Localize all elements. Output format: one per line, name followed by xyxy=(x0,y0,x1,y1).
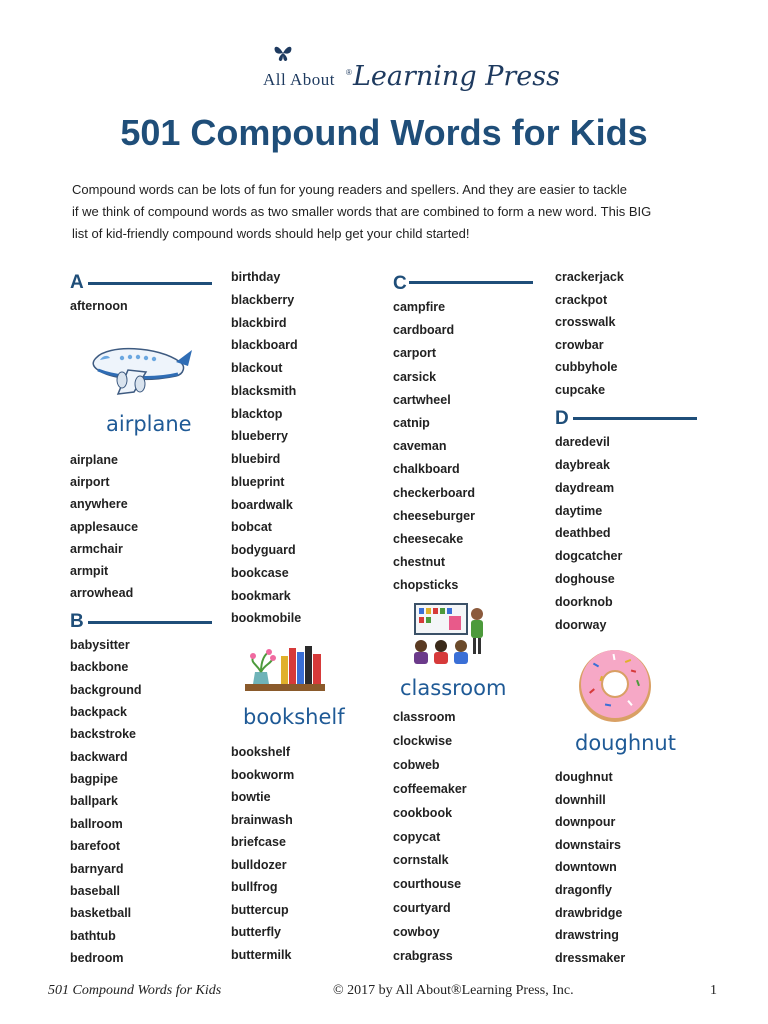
word-list-item: cubbyhole xyxy=(555,360,618,375)
word-list-item: cardboard xyxy=(393,323,455,338)
word-list-item: doorknob xyxy=(555,594,613,609)
word-list-item: basketball xyxy=(70,906,132,921)
word-list-item: bullfrog xyxy=(231,880,278,895)
doughnut-caption: doughnut xyxy=(575,731,676,755)
word-list-item: armpit xyxy=(70,564,109,578)
word-list-item: babysitter xyxy=(70,638,130,652)
word-list-item: ballroom xyxy=(70,816,123,831)
word-list-item: blueberry xyxy=(231,429,288,444)
section-rule xyxy=(573,417,697,420)
word-list-item: barefoot xyxy=(70,839,120,854)
section-rule xyxy=(409,281,533,284)
word-list-item: dressmaker xyxy=(555,950,626,965)
word-list-item: doghouse xyxy=(555,572,615,587)
word-list-item: copycat xyxy=(393,829,441,844)
word-list-item: drawstring xyxy=(555,928,619,943)
word-list-item: barnyard xyxy=(70,861,124,876)
word-list-item: bowtie xyxy=(231,790,271,805)
word-list-item: cheesecake xyxy=(393,532,464,546)
word-list-item: buttermilk xyxy=(231,947,292,962)
word-list-item: background xyxy=(70,682,142,697)
word-list-item: bulldozer xyxy=(231,857,287,872)
word-list-item: crabgrass xyxy=(393,949,453,963)
word-list-item: carsick xyxy=(393,369,437,384)
word-list-item: anywhere xyxy=(70,497,128,512)
word-list-item: backstroke xyxy=(70,727,137,742)
word-list-item: campfire xyxy=(393,300,446,314)
word-list-item: classroom xyxy=(393,710,456,724)
word-list-item: downpour xyxy=(555,815,616,830)
word-list-item: cobweb xyxy=(393,757,440,772)
word-list-item: bedroom xyxy=(70,950,124,965)
section-letter-d: D xyxy=(555,408,569,429)
word-list-item: downhill xyxy=(555,792,606,807)
word-list-item: bookworm xyxy=(231,767,295,782)
word-list-item: bookmark xyxy=(231,588,291,603)
word-list-item: blacktop xyxy=(231,406,283,421)
word-list-item: buttercup xyxy=(231,902,289,917)
word-list-item: applesauce xyxy=(70,519,139,534)
intro-line: if we think of compound words as two smaller words that are combined to form a new word. This BIG xyxy=(72,204,652,219)
word-list-item: daredevil xyxy=(555,435,610,449)
word-list-item: cartwheel xyxy=(393,392,451,407)
section-letter-c: C xyxy=(393,273,407,294)
word-list-item: briefcase xyxy=(231,835,286,850)
doughnut-illustration xyxy=(575,644,655,724)
word-list-item: courtyard xyxy=(393,901,451,916)
section-letter-b: B xyxy=(70,611,84,632)
word-list-item: downtown xyxy=(555,860,617,875)
classroom-caption: classroom xyxy=(400,676,507,700)
word-list-item: coffeemaker xyxy=(393,781,467,796)
word-list-item: blacksmith xyxy=(231,383,297,398)
word-list-item: boardwalk xyxy=(231,497,293,512)
registered-mark-icon: ® xyxy=(346,68,352,77)
intro-line: list of kid-friendly compound words should help get your child started! xyxy=(72,226,470,241)
bookshelf-caption: bookshelf xyxy=(243,705,345,729)
publisher-logo xyxy=(0,40,768,100)
word-list-item: doughnut xyxy=(555,770,613,784)
word-list-item: daydream xyxy=(555,480,615,495)
word-list-item: bodyguard xyxy=(231,543,296,557)
word-list-item: blackbird xyxy=(231,315,287,330)
word-list-item: birthday xyxy=(231,270,281,284)
brand-small-text: All About xyxy=(263,70,336,89)
word-list-item: blackout xyxy=(231,361,283,375)
word-list-item: armchair xyxy=(70,541,123,556)
word-list-item: dogcatcher xyxy=(555,549,623,564)
page-footer xyxy=(0,983,768,1003)
word-list-item: crackerjack xyxy=(555,270,624,284)
word-list-item: backpack xyxy=(70,705,127,720)
word-list-item: cowboy xyxy=(393,925,440,940)
word-list-item: cupcake xyxy=(555,383,606,397)
airplane-illustration xyxy=(88,336,196,398)
word-list-item: airplane xyxy=(70,453,118,467)
word-list-item: cornstalk xyxy=(393,853,449,868)
butterfly-icon xyxy=(272,42,294,64)
word-list-item: bluebird xyxy=(231,452,281,466)
bookshelf-illustration xyxy=(243,642,327,694)
word-list-item: bagpipe xyxy=(70,772,118,787)
word-list-item: chopsticks xyxy=(393,578,459,593)
word-list-item: baseball xyxy=(70,883,121,898)
section-letter-a: A xyxy=(70,272,84,293)
word-list-item: checkerboard xyxy=(393,485,475,500)
word-list-item: arrowhead xyxy=(70,586,134,601)
word-list-item: drawbridge xyxy=(555,905,623,920)
word-list-item: ballpark xyxy=(70,794,118,809)
word-list-item: daytime xyxy=(555,503,603,518)
word-list-item: carport xyxy=(393,346,437,361)
word-list-item: cookbook xyxy=(393,805,453,820)
word-list-item: crosswalk xyxy=(555,315,616,330)
section-rule xyxy=(88,282,212,285)
intro-line: Compound words can be lots of fun for young readers and spellers. And they are easier to tackle xyxy=(72,182,627,197)
section-rule xyxy=(88,621,212,624)
word-list-item: backward xyxy=(70,749,128,764)
footer-copyright: © 2017 by All About®Learning Press, Inc. xyxy=(333,983,574,998)
word-list-item: crowbar xyxy=(555,337,604,352)
word-list-item: bookmobile xyxy=(231,611,302,626)
word-list-item: crackpot xyxy=(555,292,608,307)
word-list-item: afternoon xyxy=(70,299,128,313)
page-title: 501 Compound Words for Kids xyxy=(120,112,648,153)
word-list-item: bobcat xyxy=(231,520,272,535)
classroom-illustration xyxy=(409,602,489,666)
word-list-item: airport xyxy=(70,475,110,490)
word-list-item: blueprint xyxy=(231,474,285,489)
word-list-item: cheeseburger xyxy=(393,508,475,523)
word-list-item: bookshelf xyxy=(231,745,291,759)
word-list-item: daybreak xyxy=(555,457,610,472)
word-list-item: doorway xyxy=(555,617,607,632)
word-list-item: clockwise xyxy=(393,733,453,748)
footer-title: 501 Compound Words for Kids xyxy=(48,983,222,998)
airplane-caption: airplane xyxy=(106,412,192,436)
word-list-item: dragonfly xyxy=(555,883,612,897)
intro-paragraph xyxy=(72,179,712,245)
word-list-item: bookcase xyxy=(231,565,289,580)
word-list-item: chestnut xyxy=(393,555,446,570)
word-list-item: blackboard xyxy=(231,338,298,353)
word-list-item: deathbed xyxy=(555,526,611,541)
word-list-item: blackberry xyxy=(231,292,295,307)
word-list-item: downstairs xyxy=(555,837,621,852)
word-list-item: catnip xyxy=(393,416,430,430)
brand-script-text: Learning Press xyxy=(353,61,560,92)
word-list-item: brainwash xyxy=(231,812,293,827)
page-number: 1 xyxy=(710,983,717,998)
word-list-item: butterfly xyxy=(231,925,281,940)
word-list-item: backbone xyxy=(70,660,129,675)
word-list-item: courthouse xyxy=(393,877,462,892)
word-list-item: chalkboard xyxy=(393,462,460,477)
word-list-item: bathtub xyxy=(70,928,116,943)
word-list-item: caveman xyxy=(393,439,447,454)
